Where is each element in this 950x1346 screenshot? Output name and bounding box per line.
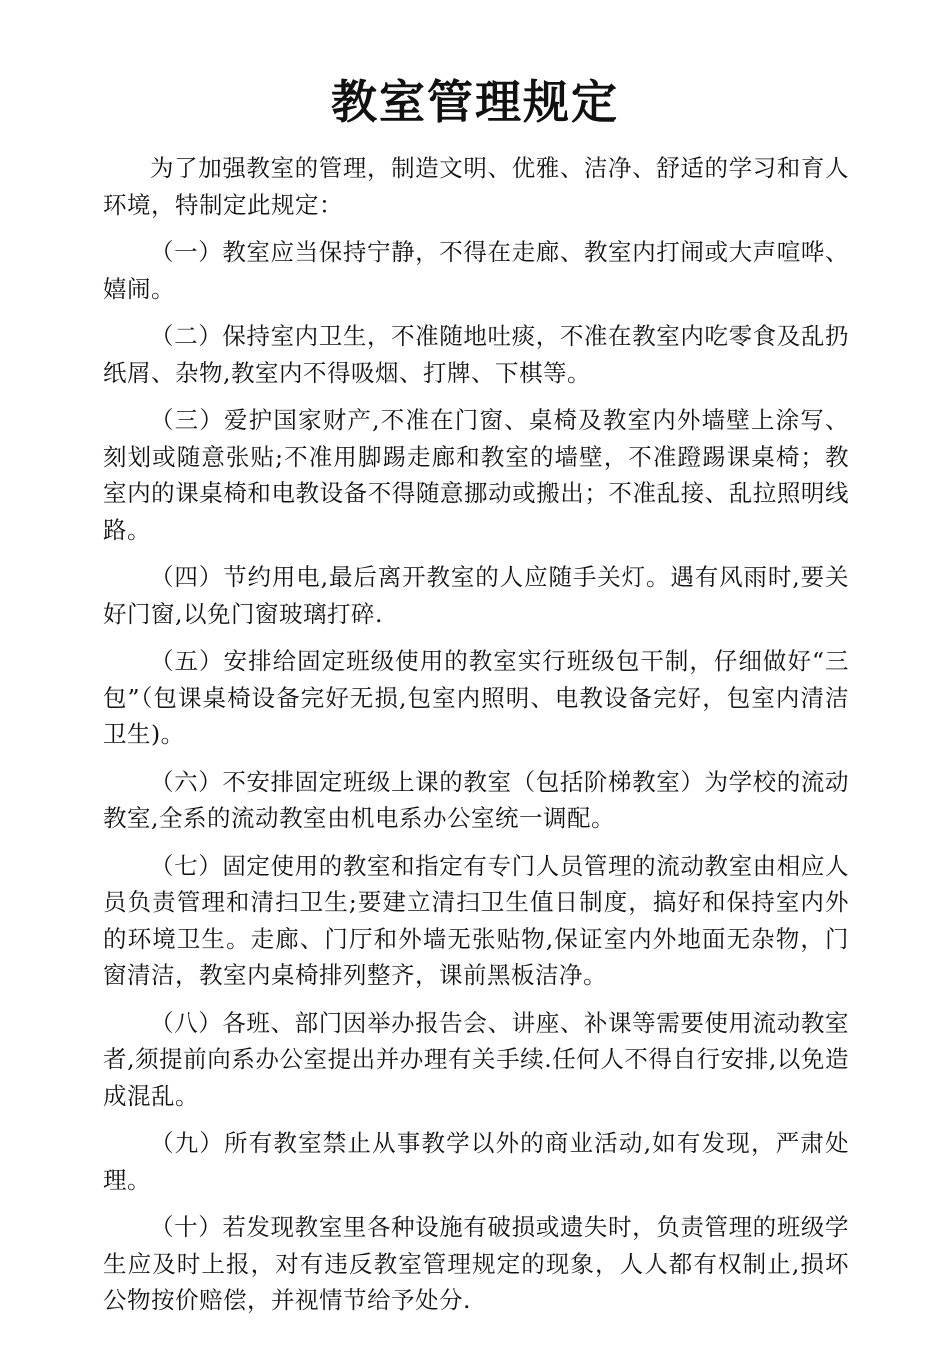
rule-paragraph-9: （九）所有教室禁止从事教学以外的商业活动,如有发现，严肃处理。 — [103, 1129, 849, 1194]
rule-paragraph-8: （八）各班、部门因举办报告会、讲座、补课等需要使用流动教室者,须提前向系办公室提出并办理有关手续.任何人不得自行安排,以免造成混乱。 — [103, 1008, 849, 1110]
rule-paragraph-6: （六）不安排固定班级上课的教室（包括阶梯教室）为学校的流动教室,全系的流动教室由机电系办公室统一调配。 — [103, 767, 849, 832]
rule-paragraph-5: （五）安排给固定班级使用的教室实行班级包干制，仔细做好“三包”（包课桌椅设备完好无损,包室内照明、电教设备完好，包室内清洁卫生)。 — [103, 647, 849, 748]
rule-paragraph-3: （三）爱护国家财产,不准在门窗、桌椅及教室内外墙壁上涂写、刻划或随意张贴;不准用脚踢走廊和教室的墙壁，不准蹬踢课桌椅；教室内的课桌椅和电教设备不得随意挪动或搬出；不准乱接、乱拉照明线路。 — [103, 406, 849, 544]
rule-paragraph-10: （十）若发现教室里各种设施有破损或遗失时，负责管理的班级学生应及时上报，对有违反教室管理规定的现象，人人都有权制止,损坏公物按价赔偿，并视情节给予处分. — [103, 1213, 849, 1314]
rule-paragraph-2: （二）保持室内卫生，不准随地吐痰，不准在教室内吃零食及乱扔纸屑、杂物,教室内不得吸烟、打牌、下棋等。 — [103, 322, 849, 387]
rule-paragraph-1: （一）教室应当保持宁静，不得在走廊、教室内打闹或大声喧哗、嬉闹。 — [103, 238, 849, 303]
intro-paragraph: 为了加强教室的管理，制造文明、优雅、洁净、舒适的学习和育人环境，特制定此规定： — [103, 154, 849, 219]
document-body — [103, 150, 849, 1330]
document-title: 教室管理规定 — [331, 75, 619, 129]
rule-paragraph-4: （四）节约用电,最后离开教室的人应随手关灯。遇有风雨时,要关好门窗,以免门窗玻璃打碎. — [103, 563, 849, 628]
rule-paragraph-7: （七）固定使用的教室和指定有专门人员管理的流动教室由相应人员负责管理和清扫卫生;要建立清扫卫生值日制度，搞好和保持室内外的环境卫生。走廊、门厅和外墙无张贴物,保证室内外地面无杂物，门窗清洁，教室内桌椅排列整齐，课前黑板洁净。 — [103, 851, 849, 989]
